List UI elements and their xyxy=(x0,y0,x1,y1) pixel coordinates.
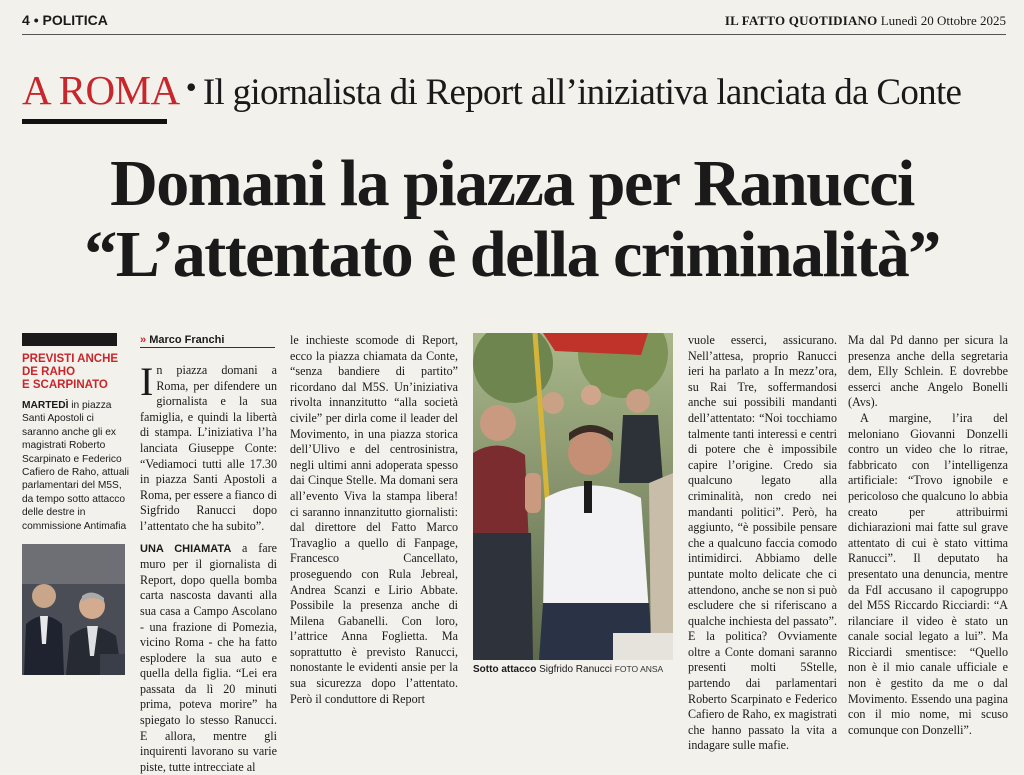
sidebar-photo xyxy=(22,544,125,675)
kicker xyxy=(22,66,1006,116)
photo-caption xyxy=(473,664,683,675)
article-column-1 xyxy=(140,359,278,775)
sidebar-heading-line: PREVISTI ANCHE xyxy=(22,353,119,365)
sidebar-heading-line: DE RAHO xyxy=(22,366,76,378)
kicker-bullet: • xyxy=(185,69,197,105)
paper-name: IL FATTO QUOTIDIANO xyxy=(724,13,878,28)
sidebar-lead: MARTEDÌ xyxy=(22,400,69,411)
article-paragraph: n piazza domani a Roma, per difendere un giornalista e la sua famiglia, e quindi la libertà di stampa. L’iniziativa l’ha lanciata Giuseppe Conte: “Vediamoci tutti alle 17.30 in piazza Santi Apostoli a Roma, per essere a fianco di Sigfrido Ranucci dopo l’attentato che ha subito”. xyxy=(140,363,278,533)
page-header xyxy=(22,12,1006,35)
kicker-subtitle: Il giornalista di Report all’iniziativa lanciata da Conte xyxy=(202,72,962,113)
main-photo xyxy=(473,333,673,660)
drop-cap: I xyxy=(140,359,154,404)
caption-text: Sigfrido Ranucci xyxy=(539,664,612,675)
article-paragraph: Ma dal Pd danno per sicura la presenza anche della segretaria dem, Elly Schlein. E dovrebbe esserci anche Angelo Bonelli (Avs). xyxy=(848,333,1008,410)
masthead-date xyxy=(725,13,1006,29)
kicker-rule xyxy=(22,119,167,124)
byline-author: Marco Franchi xyxy=(149,334,225,346)
article-column-2 xyxy=(290,333,458,707)
sidebar-heading xyxy=(22,353,130,392)
headline-line-2: “L’attentato è della criminalità” xyxy=(84,218,940,291)
kicker-location: A ROMA xyxy=(22,67,180,113)
section-name: POLITICA xyxy=(42,12,108,28)
article-paragraph: le inchieste scomode di Report, ecco la piazza chiamata da Conte, “senza bandiere di partito” ricordano dal M5S. Un’iniziativa rivolta innanzitutto “alla società civile” per dirla come il leader del Movimento, in una piazza storica dell’Ulivo e del centrosinistra, negli ultimi anni adoperata spesso dai Cinque Stelle. Ma domani sera all’evento Viva la stampa libera! ci saranno innanzitutto giornalisti: dal direttore del Fatto Marco Travaglio a quello di Fanpage, Francesco Cancellato, proseguendo con Rula Jebreal, Andrea Scanzi e Lirio Abbate. Possibile la presenza anche di Milena Gabanelli. Con loro, l’attrice Anna Foglietta. Ma soprattutto è previsto Ranucci, nonostante le evidenti ansie per la sua sicurezza dopo l’attentato. Però il conduttore di Report xyxy=(290,333,458,706)
sidebar-body: in piazza Santi Apostoli ci saranno anche gli ex magistrati Roberto Scarpinato e Federico Cafiero de Raho, attuali parlamentari del M5S, da tempo sotto attacco delle destre in commissione Antimafia xyxy=(22,400,130,532)
section-label xyxy=(22,12,108,28)
article-column-4 xyxy=(688,333,837,754)
headline-line-1: Domani la piazza per Ranucci xyxy=(110,147,914,220)
caption-title: Sotto attacco xyxy=(473,664,537,675)
paragraph-lead: UNA CHIAMATA xyxy=(140,542,232,555)
article-paragraph: A margine, l’ira del meloniano Giovanni Donzelli contro un video che lo ritrae, fabbricato con l’intelligenza artificiale: “Trovo ignobile e pericoloso che qualcuno lo abbia creato per attribuirmi dichiarazioni mai fatte sul grave attentato di cui è stato vittima Ranucci”. Il deputato ha presentato una denuncia, mentre da FdI accusano il capogruppo del M5S Riccardo Ricciardi: “A rilanciare il video è stato un canale social legato a lui”. Ma Ricciardi smentisce: “Quello non è il mio canale ufficiale e non è gestito da me o dal Movimento. Essendo una pagina con il mio nome, mi scuso comunque con Donzelli”. xyxy=(848,410,1008,737)
header-bullet: • xyxy=(33,12,39,28)
article-paragraph: vuole esserci, assicurano. Nell’attesa, proprio Ranucci ieri ha parlato a In mezz’ora, su Rai Tre, soffermandosi anche sui possibili mandanti dell’attentato: “Noi tocchiamo talmente tanti interessi e centri di potere che è impossibile capire l’origine. Credo sia qualcuno legato alla criminalità, non credo nei mandanti politici”. Però, ha aggiunto, “è possibile pensare che a qualcuno faccia comodo intimidirci. Abbiamo delle puntate molto delicate che ci attendono, anche se non si può escludere che si riferiscano a qualche inchiesta del passato”. E la politica? Ovviamente oltre a Conte domani saranno presenti molti 5Stelle, partendo dai parlamentari Roberto Scarpinato e Federico Cafiero de Raho, ex magistrati che hanno passato la vita a indagare sulle mafie. xyxy=(688,333,837,753)
byline-chevron: » xyxy=(140,334,147,346)
sidebar-bar xyxy=(22,333,117,346)
photo-credit: FOTO ANSA xyxy=(614,664,664,674)
page-number: 4 xyxy=(22,12,30,28)
main-photo-image xyxy=(473,333,673,660)
sidebar-text xyxy=(22,399,130,533)
article-column-5 xyxy=(848,333,1008,738)
article-paragraph: a fare muro per il giornalista di Report, dopo quella bomba carta nascosta davanti alla sua casa a Campo Ascolano - una frazione di Pomezia, vicino Roma - che ha fatto esplodere la sua auto e quella della figlia. “Lei era passata da lì 20 minuti prima, poteva morire” ha spiegato lo stesso Ranucci. E allora, mentre gli inquirenti lavorano su varie piste, tutte intrecciate al xyxy=(140,540,277,774)
byline xyxy=(140,334,275,348)
sidebar-photo-image xyxy=(22,544,125,675)
issue-date: Lunedì 20 Ottobre 2025 xyxy=(880,13,1006,28)
sidebar-heading-line: E SCARPINATO xyxy=(22,379,108,391)
